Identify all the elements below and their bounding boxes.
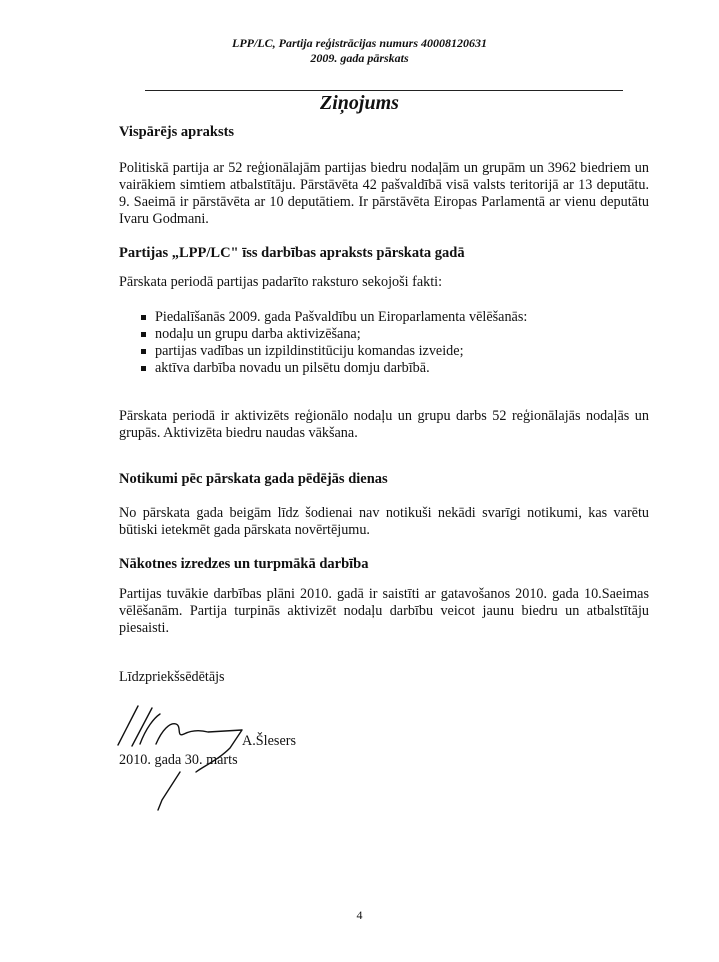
header-line-1: LPP/LC, Partija reģistrācijas numurs 40008120631 (231, 36, 488, 50)
header-line-2: 2009. gada pārskats (310, 51, 409, 65)
section-heading-future: Nākotnes izredzes un turpmākā darbība (119, 556, 369, 572)
header-divider (145, 90, 623, 91)
section-text-general: Politiskā partija ar 52 reģionālajām partijas biedru nodaļām un grupām un 3962 biedriem un vairākiem simtiem atbalstītāju. Pārstāvēta 42 pašvaldībā visā valsts teritorijā ar 13 deputātu. 9. Saeimā ir pārstāvēta ar 10 deputātiem. Ir pārstāvēta Eiropas Parlamentā ar vienu deputātu Ivaru Godmani. (119, 160, 649, 227)
signatory-name: A.Šlesers (242, 733, 296, 749)
activities-list (119, 309, 527, 377)
section-heading-general: Vispārējs apraksts (119, 124, 235, 140)
list-item: aktīva darbība novadu un pilsētu domju darbībā. (119, 360, 527, 377)
section-text-future: Partijas tuvākie darbības plāni 2010. gadā ir saistīti ar gatavošanos 2010. gada 10.Saeimas vēlēšanām. Partija turpinās aktivizēt nodaļu darbību veicot jaunu biedru un atbalstītāju piesaisti. (119, 586, 649, 636)
list-item: partijas vadības un izpildinstitūciju komandas izveide; (119, 343, 527, 360)
section-text-events: No pārskata gada beigām līdz šodienai nav notikuši nekādi svarīgi notikumi, kas varētu būtiski ietekmēt gada pārskata novērtējumu. (119, 505, 649, 538)
section-heading-activities: Partijas „LPP/LC" īss darbības apraksts pārskata gadā (119, 245, 465, 261)
document-header (0, 36, 719, 66)
signatory-role: Līdzpriekšsēdētājs (119, 669, 225, 685)
section-text-activities: Pārskata periodā ir aktivizēts reģionālo nodaļu un grupu darbs 52 reģionālajās nodaļās un grupās. Aktivizēta biedru naudas vākšana. (119, 408, 649, 441)
page-title: Ziņojums (320, 92, 399, 114)
section-heading-events: Notikumi pēc pārskata gada pēdējās dienas (119, 471, 388, 487)
list-item: Piedalīšanās 2009. gada Pašvaldību un Eiroparlamenta vēlēšanās: (119, 309, 527, 326)
list-item: nodaļu un grupu darba aktivizēšana; (119, 326, 527, 343)
section-intro-activities: Pārskata periodā partijas padarīto raksturo sekojoši fakti: (119, 274, 443, 290)
page-number: 4 (356, 908, 363, 922)
signature-date: 2010. gada 30. marts (119, 752, 238, 768)
